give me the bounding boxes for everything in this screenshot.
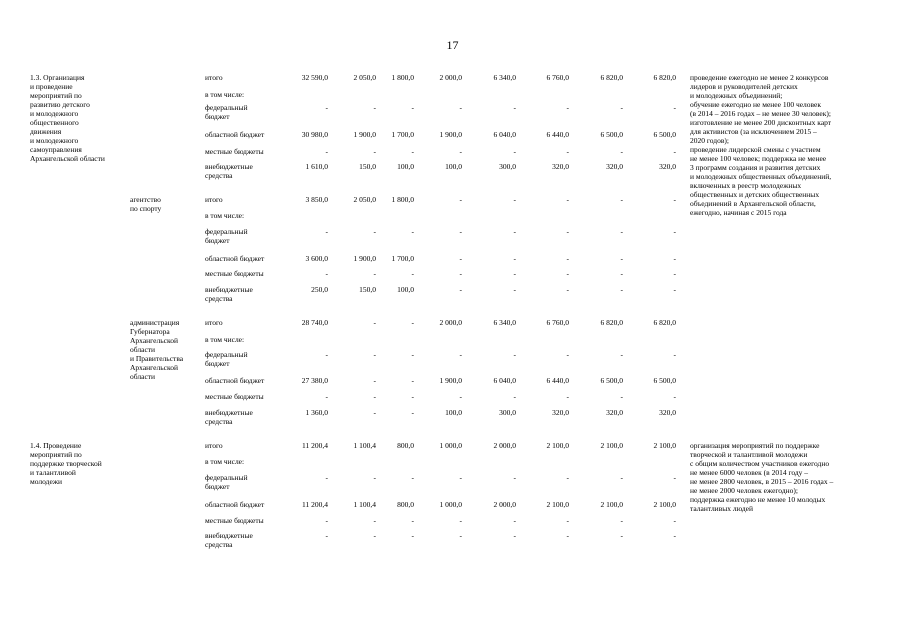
budget-value-cell: - [411, 227, 414, 236]
budget-value-cell: 320,0 [552, 162, 569, 171]
budget-value-cell: 3 850,0 [305, 195, 328, 204]
funding-source-label: областной бюджет [205, 376, 265, 385]
budget-value-cell: 800,0 [397, 441, 414, 450]
budget-value-cell: - [673, 147, 676, 156]
budget-value-cell: - [411, 392, 414, 401]
budget-value-cell: - [620, 516, 623, 525]
budget-value-cell: - [673, 254, 676, 263]
budget-value-cell: 1 610,0 [305, 162, 328, 171]
budget-value-cell: - [513, 473, 516, 482]
budget-value-cell: - [373, 473, 376, 482]
budget-value-cell: 2 000,0 [493, 500, 516, 509]
funding-source-label: в том числе: [205, 211, 245, 220]
budget-value-cell: - [566, 227, 569, 236]
funding-source-label: федеральный бюджет [205, 473, 248, 491]
funding-source-label: федеральный бюджет [205, 103, 248, 121]
budget-value-cell: - [620, 392, 623, 401]
budget-value-cell: - [566, 269, 569, 278]
budget-value-cell: - [411, 376, 414, 385]
budget-value-cell: 1 800,0 [391, 195, 414, 204]
budget-value-cell: - [620, 473, 623, 482]
funding-source-label: областной бюджет [205, 500, 265, 509]
budget-value-cell: 1 900,0 [439, 376, 462, 385]
budget-value-cell: - [411, 269, 414, 278]
funding-source-label: внебюджетные средства [205, 285, 253, 303]
budget-value-cell: 11 200,4 [302, 500, 328, 509]
budget-value-cell: 6 820,0 [653, 318, 676, 327]
budget-value-cell: - [673, 531, 676, 540]
budget-value-cell: 1 900,0 [439, 130, 462, 139]
budget-value-cell: - [566, 147, 569, 156]
budget-value-cell: 2 000,0 [439, 318, 462, 327]
budget-value-cell: - [459, 392, 462, 401]
budget-value-cell: - [620, 254, 623, 263]
budget-value-cell: 28 740,0 [301, 318, 328, 327]
budget-value-cell: 1 800,0 [391, 73, 414, 82]
budget-value-cell: 2 050,0 [353, 73, 376, 82]
budget-value-cell: - [566, 285, 569, 294]
budget-value-cell: - [513, 195, 516, 204]
budget-value-cell: - [513, 147, 516, 156]
budget-value-cell: 100,0 [445, 408, 462, 417]
budget-value-cell: - [673, 227, 676, 236]
budget-value-cell: - [411, 103, 414, 112]
budget-value-cell: - [411, 318, 414, 327]
budget-value-cell: - [325, 103, 328, 112]
budget-value-cell: 1 700,0 [391, 254, 414, 263]
budget-value-cell: 150,0 [359, 285, 376, 294]
budget-value-cell: - [566, 516, 569, 525]
budget-value-cell: 1 700,0 [391, 130, 414, 139]
budget-value-cell: - [325, 227, 328, 236]
funding-source-label: итого [205, 73, 223, 82]
budget-value-cell: - [620, 350, 623, 359]
budget-value-cell: - [673, 350, 676, 359]
budget-value-cell: 320,0 [659, 408, 676, 417]
funding-source-label: областной бюджет [205, 130, 265, 139]
budget-value-cell: 1 000,0 [439, 500, 462, 509]
budget-value-cell: - [673, 103, 676, 112]
budget-value-cell: 2 100,0 [546, 500, 569, 509]
budget-value-cell: 800,0 [397, 500, 414, 509]
budget-value-cell: 2 100,0 [546, 441, 569, 450]
budget-value-cell: - [673, 473, 676, 482]
funding-source-label: внебюджетные средства [205, 531, 253, 549]
budget-value-cell: - [325, 473, 328, 482]
budget-value-cell: - [411, 350, 414, 359]
budget-value-cell: - [513, 516, 516, 525]
budget-value-cell: 300,0 [499, 408, 516, 417]
budget-value-cell: 2 100,0 [600, 441, 623, 450]
budget-value-cell: 6 500,0 [653, 130, 676, 139]
budget-value-cell: 30 980,0 [301, 130, 328, 139]
budget-value-cell: - [513, 285, 516, 294]
expected-results-text: проведение ежегодно не менее 2 конкурсов лидеров и руководителей детских и молодежных объединений; обучение ежегодно не менее 100 человек (в 2014 – 2016 годах – не менее 30 человек); изготовление не менее 200 дисконтных карт для активистов (за исключением 2015 – 2020 годов); проведение лидерской смены с участием не менее 100 человек; поддержка не менее 3 программ создания и развития детских и молодежных общественных объединений, включенных в реестр молодежных общественных и детских общественных объединений в Архангельской области, ежегодно, начиная с 2015 года [690, 73, 832, 217]
budget-value-cell: 2 100,0 [653, 441, 676, 450]
budget-value-cell: 6 760,0 [546, 318, 569, 327]
budget-value-cell: 11 200,4 [302, 441, 328, 450]
budget-value-cell: 320,0 [552, 408, 569, 417]
budget-value-cell: - [513, 227, 516, 236]
budget-value-cell: - [566, 350, 569, 359]
budget-value-cell: - [459, 103, 462, 112]
budget-value-cell: 6 440,0 [546, 130, 569, 139]
budget-value-cell: - [673, 285, 676, 294]
budget-value-cell: - [459, 147, 462, 156]
budget-value-cell: - [459, 285, 462, 294]
budget-value-cell: 2 000,0 [439, 73, 462, 82]
budget-value-cell: - [459, 269, 462, 278]
budget-value-cell: - [373, 103, 376, 112]
funding-source-label: местные бюджеты [205, 147, 264, 156]
budget-value-cell: - [459, 531, 462, 540]
budget-value-cell: - [566, 195, 569, 204]
budget-value-cell: 150,0 [359, 162, 376, 171]
budget-value-cell: - [373, 147, 376, 156]
budget-value-cell: 6 340,0 [493, 318, 516, 327]
budget-value-cell: - [673, 195, 676, 204]
budget-value-cell: - [673, 516, 676, 525]
budget-value-cell: 320,0 [659, 162, 676, 171]
budget-value-cell: - [459, 516, 462, 525]
budget-value-cell: 6 040,0 [493, 130, 516, 139]
budget-value-cell: - [411, 408, 414, 417]
executor-name: администрация Губернатора Архангельской области и Правительства Архангельской области [130, 318, 184, 381]
budget-value-cell: - [513, 103, 516, 112]
budget-value-cell: 27 380,0 [301, 376, 328, 385]
funding-source-label: внебюджетные средства [205, 162, 253, 180]
budget-value-cell: - [620, 269, 623, 278]
budget-value-cell: - [411, 531, 414, 540]
budget-value-cell: - [325, 350, 328, 359]
budget-value-cell: - [513, 269, 516, 278]
funding-source-label: федеральный бюджет [205, 227, 248, 245]
budget-value-cell: - [459, 227, 462, 236]
budget-value-cell: 6 820,0 [600, 73, 623, 82]
budget-value-cell: 100,0 [445, 162, 462, 171]
budget-value-cell: - [620, 195, 623, 204]
budget-value-cell: - [566, 254, 569, 263]
budget-value-cell: - [373, 392, 376, 401]
budget-value-cell: - [513, 254, 516, 263]
executor-name: агентство по спорту [130, 195, 162, 213]
funding-source-label: итого [205, 318, 223, 327]
budget-value-cell: 1 900,0 [353, 254, 376, 263]
budget-value-cell: 32 590,0 [301, 73, 328, 82]
expected-results-text: организация мероприятий по поддержке творческой и талантливой молодежи с общим количеством участников ежегодно не менее 6000 человек (в 2014 году – не менее 2800 человек, в 2015 – 2016 годах – не менее 2000 человек ежегодно); поддержка ежегодно не менее 10 молодых талантливых людей [690, 441, 834, 513]
budget-value-cell: - [459, 195, 462, 204]
budget-value-cell: 6 040,0 [493, 376, 516, 385]
budget-value-cell: - [566, 392, 569, 401]
funding-source-label: итого [205, 195, 223, 204]
funding-source-label: в том числе: [205, 335, 245, 344]
funding-source-label: местные бюджеты [205, 392, 264, 401]
budget-value-cell: 1 100,4 [353, 500, 376, 509]
budget-value-cell: 1 360,0 [305, 408, 328, 417]
budget-value-cell: - [620, 285, 623, 294]
budget-value-cell: - [325, 392, 328, 401]
budget-value-cell: 6 820,0 [600, 318, 623, 327]
budget-value-cell: 1 900,0 [353, 130, 376, 139]
budget-value-cell: 6 340,0 [493, 73, 516, 82]
budget-value-cell: 1 100,4 [353, 441, 376, 450]
budget-value-cell: - [373, 516, 376, 525]
funding-source-label: федеральный бюджет [205, 350, 248, 368]
budget-value-cell: - [373, 408, 376, 417]
budget-value-cell: 2 050,0 [353, 195, 376, 204]
budget-value-cell: 6 500,0 [600, 376, 623, 385]
budget-value-cell: 6 440,0 [546, 376, 569, 385]
budget-value-cell: - [325, 269, 328, 278]
activity-title: 1.3. Организация и проведение мероприятий по развитию детского и молодежного общественного движения и молодежного самоуправления Архангельской области [30, 73, 105, 163]
budget-value-cell: - [673, 392, 676, 401]
budget-value-cell: - [325, 516, 328, 525]
funding-source-label: итого [205, 441, 223, 450]
funding-source-label: областной бюджет [205, 254, 265, 263]
budget-value-cell: - [411, 516, 414, 525]
budget-value-cell: 320,0 [606, 162, 623, 171]
funding-source-label: местные бюджеты [205, 269, 264, 278]
budget-value-cell: - [620, 103, 623, 112]
funding-source-label: внебюджетные средства [205, 408, 253, 426]
budget-value-cell: 2 000,0 [493, 441, 516, 450]
budget-value-cell: - [566, 103, 569, 112]
budget-value-cell: - [373, 227, 376, 236]
page-number: 17 [446, 38, 459, 52]
budget-value-cell: 250,0 [311, 285, 328, 294]
budget-value-cell: 100,0 [397, 162, 414, 171]
budget-value-cell: - [373, 376, 376, 385]
budget-value-cell: 6 820,0 [653, 73, 676, 82]
budget-value-cell: - [513, 350, 516, 359]
activity-title: 1.4. Проведение мероприятий по поддержке творческой и талантливой молодежи [30, 441, 102, 486]
budget-value-cell: - [325, 531, 328, 540]
budget-value-cell: 100,0 [397, 285, 414, 294]
budget-value-cell: - [566, 473, 569, 482]
budget-value-cell: - [373, 318, 376, 327]
budget-value-cell: 320,0 [606, 408, 623, 417]
budget-value-cell: 6 760,0 [546, 73, 569, 82]
budget-value-cell: - [513, 531, 516, 540]
budget-value-cell: - [373, 531, 376, 540]
budget-value-cell: - [411, 147, 414, 156]
budget-value-cell: 6 500,0 [653, 376, 676, 385]
funding-source-label: местные бюджеты [205, 516, 264, 525]
funding-source-label: в том числе: [205, 90, 245, 99]
budget-value-cell: 2 100,0 [653, 500, 676, 509]
budget-value-cell: - [325, 147, 328, 156]
budget-value-cell: - [620, 531, 623, 540]
budget-value-cell: 300,0 [499, 162, 516, 171]
budget-value-cell: 2 100,0 [600, 500, 623, 509]
budget-value-cell: - [459, 473, 462, 482]
budget-value-cell: - [459, 254, 462, 263]
funding-source-label: в том числе: [205, 457, 245, 466]
budget-value-cell: - [411, 473, 414, 482]
budget-value-cell: 6 500,0 [600, 130, 623, 139]
budget-value-cell: - [620, 227, 623, 236]
budget-value-cell: - [373, 269, 376, 278]
budget-value-cell: - [566, 531, 569, 540]
budget-value-cell: 1 000,0 [439, 441, 462, 450]
budget-value-cell: - [459, 350, 462, 359]
budget-value-cell: - [620, 147, 623, 156]
budget-value-cell: - [373, 350, 376, 359]
budget-value-cell: 3 600,0 [305, 254, 328, 263]
budget-value-cell: - [673, 269, 676, 278]
budget-value-cell: - [513, 392, 516, 401]
